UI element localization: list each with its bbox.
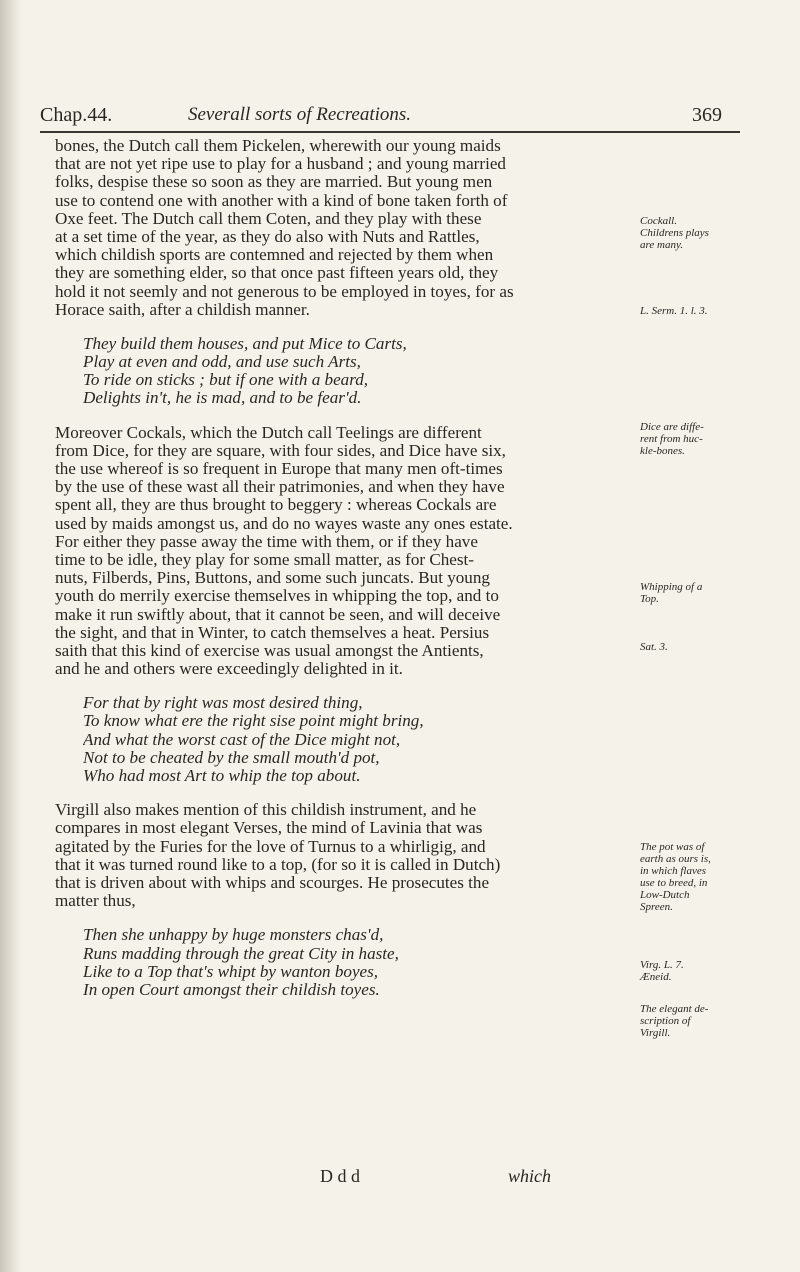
- text-line: by the use of these wast all their patrimonies, and when they have: [55, 478, 505, 497]
- catchword: which: [508, 1166, 551, 1186]
- text-line: Moreover Cockals, which the Dutch call Teelings are different: [55, 423, 482, 442]
- paragraph-3: [55, 801, 635, 910]
- text-line: folks, despise these so soon as they are married. But young men: [55, 173, 493, 192]
- verse-persius: [55, 694, 635, 785]
- text-line: hold it not seemly and not generous to be employed in toyes, for as: [55, 282, 514, 301]
- text-line: matter thus,: [55, 892, 136, 911]
- chapter-label: Chap.44.: [40, 104, 113, 126]
- text-line: the sight, and that in Winter, to catch themselves a heat. Persius: [55, 623, 490, 642]
- page-number: 369: [692, 104, 722, 126]
- verse-line: And what the worst cast of the Dice might not,: [83, 730, 401, 749]
- text-line: they are something elder, so that once past fifteen years old, they: [55, 264, 499, 283]
- verse-line: Play at even and odd, and use such Arts,: [83, 353, 361, 372]
- text-line: that it was turned round like to a top, (for so it is called in Dutch): [55, 855, 501, 874]
- margin-note-virgil: Virg. L. 7. Æneid.: [640, 959, 684, 983]
- text-line: saith that this kind of exercise was usual amongst the Antients,: [55, 641, 484, 660]
- text-line: at a set time of the year, as they do also with Nuts and Rattles,: [55, 227, 480, 246]
- signature-mark: D d d: [320, 1166, 360, 1186]
- text-line: which childish sports are contemned and rejected by them when: [55, 246, 494, 265]
- text-line: that is driven about with whips and scourges. He prosecutes the: [55, 873, 490, 892]
- verse-line: Runs madding through the great City in haste,: [83, 944, 399, 963]
- text-line: the use whereof is so frequent in Europe that many men oft-times: [55, 460, 503, 478]
- header-rule: [40, 131, 740, 133]
- text-line: spent all, they are thus brought to beggery : whereas Cockals are: [55, 496, 497, 515]
- text-line: use to contend one with another with a kind of bone taken forth of: [55, 191, 508, 210]
- text-line: compares in most elegant Verses, the mind of Lavinia that was: [55, 819, 483, 838]
- text-line: Oxe feet. The Dutch call them Coten, and they play with these: [55, 209, 482, 228]
- text-line: youth do merrily exercise themselves in whipping the top, and to: [55, 587, 499, 606]
- margin-note-whipping: Whipping of a Top.: [640, 581, 703, 605]
- running-title: Severall sorts of Recreations.: [188, 104, 412, 125]
- margin-note-persius: Sat. 3.: [640, 641, 668, 653]
- text-line: For either they passe away the time with them, or if they have: [55, 532, 478, 551]
- verse-line: Then she unhappy by huge monsters chas'd,: [83, 926, 384, 945]
- verse-line: To know what ere the right sise point might bring,: [83, 712, 424, 731]
- text-line: and he and others were exceedingly delighted in it.: [55, 660, 403, 679]
- margin-note-horace: L. Serm. 1. l. 3.: [640, 305, 708, 317]
- text-line: bones, the Dutch call them Pickelen, wherewith our young maids: [55, 137, 501, 155]
- text-line: Horace saith, after a childish manner.: [55, 300, 310, 319]
- verse-line: To ride on sticks ; but if one with a beard,: [83, 371, 369, 390]
- text-line: make it run swiftly about, that it cannot be seen, and will deceive: [55, 605, 501, 624]
- verse-line: Not to be cheated by the small mouth'd pot,: [83, 748, 380, 767]
- margin-note-cockall: Cockall. Childrens plays are many.: [640, 215, 709, 251]
- margin-note-elegant: The elegant de- scription of Virgill.: [640, 1003, 709, 1039]
- verse-line: Like to a Top that's whipt by wanton boyes,: [83, 962, 379, 981]
- verse-line: They build them houses, and put Mice to Carts,: [83, 334, 407, 353]
- verse-line: Who had most Art to whip the top about.: [83, 767, 361, 785]
- verse-line: For that by right was most desired thing,: [83, 694, 363, 713]
- text-line: that are not yet ripe use to play for a husband ; and young married: [55, 155, 506, 174]
- verse-line: Delights in't, he is mad, and to be fear'd.: [83, 389, 362, 408]
- page-gutter-shadow: [0, 0, 22, 1272]
- paragraph-1: [55, 137, 635, 319]
- paragraph-2: [55, 424, 635, 679]
- margin-note-top-earth: The pot was of earth as ours is, in which flaves use to breed, in Low-Dutch Spreen.: [640, 841, 711, 913]
- margin-note-dice: Dice are diffe- rent from huc- kle-bones.: [640, 421, 704, 457]
- text-line: time to be idle, they play for some small matter, as for Chest-: [55, 550, 474, 569]
- verse-horace: [55, 335, 635, 408]
- running-header: [40, 104, 740, 130]
- text-line: used by maids amongst us, and do no wayes waste any ones estate.: [55, 514, 513, 533]
- verse-line: In open Court amongst their childish toyes.: [83, 980, 380, 999]
- main-text: [55, 137, 635, 999]
- verse-virgil: [55, 926, 635, 999]
- text-line: agitated by the Furies for the love of Turnus to a whirligig, and: [55, 837, 486, 856]
- text-line: Virgill also makes mention of this childish instrument, and he: [55, 801, 477, 820]
- page-footer: [0, 1166, 800, 1190]
- text-line: nuts, Filberds, Pins, Buttons, and some such juncats. But young: [55, 569, 490, 588]
- text-line: from Dice, for they are square, with four sides, and Dice have six,: [55, 441, 506, 460]
